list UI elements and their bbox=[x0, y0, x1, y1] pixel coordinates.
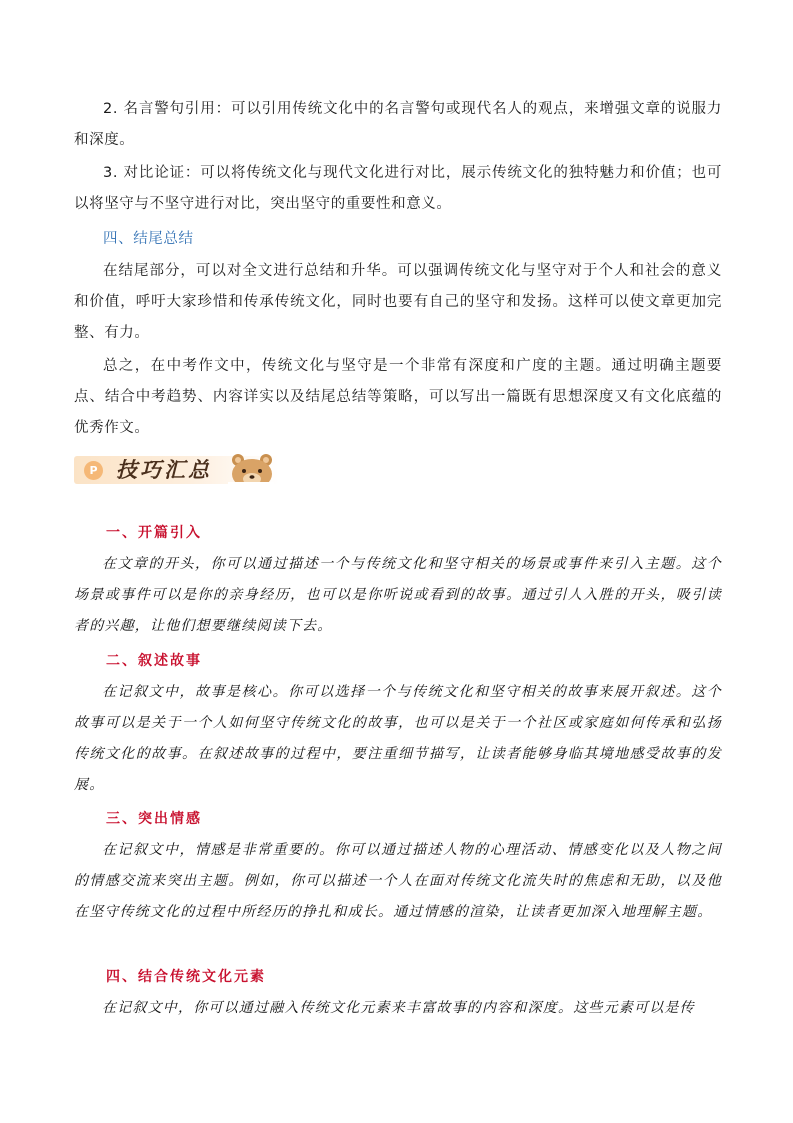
tip-body-culture-elements: 在记叙文中，你可以通过融入传统文化元素来丰富故事的内容和深度。这些元素可以是传 bbox=[102, 1000, 695, 1016]
paragraph-ending-summary: 在结尾部分，可以对全文进行总结和升华。可以强调传统文化与坚守对于个人和社会的意义和价值，呼吁大家珍惜和传承传统文化，同时也要有自己的坚守和发扬。这样可以使文章更加完整、有力。 bbox=[74, 263, 722, 341]
paragraph-contrast-argument: 3. 对比论证：可以将传统文化与现代文化进行对比，展示传统文化的独特魅力和价值；也可以将坚守与不坚守进行对比，突出坚守的重要性和意义。 bbox=[74, 165, 722, 212]
banner-title: 技巧汇总 bbox=[116, 458, 212, 482]
tip-body-emotion: 在记叙文中，情感是非常重要的。你可以通过描述人物的心理活动、情感变化以及人物之间的情感交流来突出主题。例如，你可以描述一个人在面对传统文化流失时的焦虑和无助，以及他在坚守传统文化的过程中所经历的挣扎和成长。通过情感的渲染，让读者更加深入地理解主题。 bbox=[74, 842, 722, 920]
section-heading-ending: 四、结尾总结 bbox=[103, 231, 194, 247]
tip-heading-story: 二、叙述故事 bbox=[106, 653, 202, 669]
p-badge-icon: P bbox=[84, 461, 103, 480]
tip-body-story: 在记叙文中，故事是核心。你可以选择一个与传统文化和坚守相关的故事来展开叙述。这个故事可以是关于一个人如何坚守传统文化的故事，也可以是关于一个社区或家庭如何传承和弘扬传统文化的故事。在叙述故事的过程中，要注重细节描写，让读者能够身临其境地感受故事的发展。 bbox=[74, 684, 722, 793]
bear-icon bbox=[222, 448, 284, 488]
tip-heading-culture-elements: 四、结合传统文化元素 bbox=[106, 969, 266, 985]
paragraph-quote-citation: 2. 名言警句引用：可以引用传统文化中的名言警句或现代名人的观点，来增强文章的说服力和深度。 bbox=[74, 101, 722, 148]
tip-body-opening: 在文章的开头，你可以通过描述一个与传统文化和坚守相关的场景或事件来引入主题。这个场景或事件可以是你的亲身经历，也可以是你听说或看到的故事。通过引人入胜的开头，吸引读者的兴趣，让他们想要继续阅读下去。 bbox=[74, 556, 722, 634]
tip-heading-emotion: 三、突出情感 bbox=[106, 811, 202, 827]
tips-banner bbox=[74, 448, 289, 488]
paragraph-conclusion: 总之，在中考作文中，传统文化与坚守是一个非常有深度和广度的主题。通过明确主题要点、结合中考趋势、内容详实以及结尾总结等策略，可以写出一篇既有思想深度又有文化底蕴的优秀作文。 bbox=[74, 358, 722, 436]
tip-heading-opening: 一、开篇引入 bbox=[106, 525, 202, 541]
